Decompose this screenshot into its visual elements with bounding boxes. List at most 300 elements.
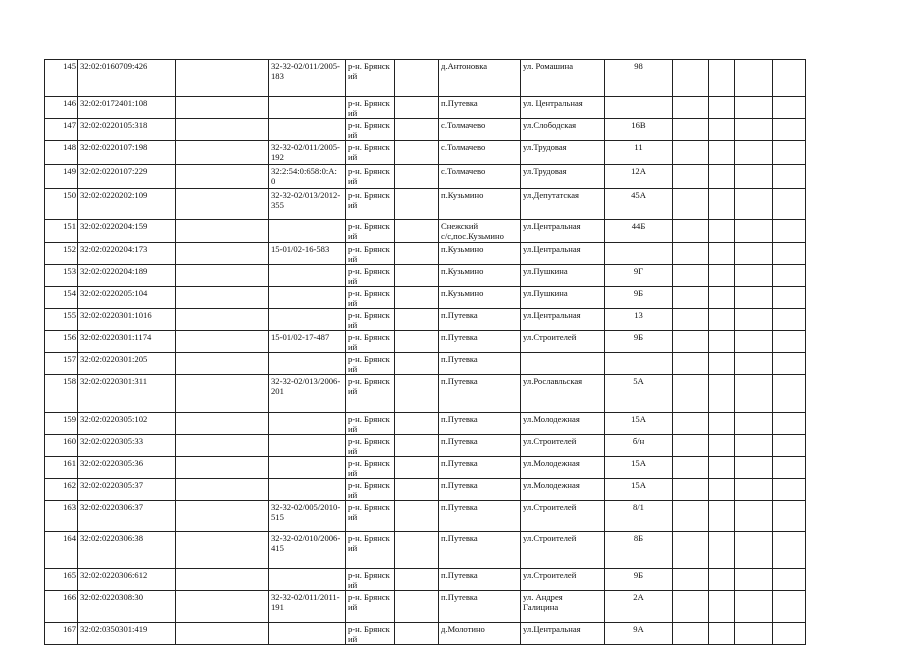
empty-cell <box>773 220 806 243</box>
empty-cell <box>176 60 269 97</box>
house-number: 16В <box>605 119 673 141</box>
house-number: 45А <box>605 189 673 220</box>
empty-cell <box>176 265 269 287</box>
row-number: 154 <box>45 287 78 309</box>
cadastral-number: 32:02:0220204:159 <box>78 220 176 243</box>
empty-cell <box>395 353 439 375</box>
district-cell: р-н. Брянский <box>346 165 395 189</box>
registration-number: 32-32-02/010/2006- 415 <box>269 532 346 569</box>
row-number: 165 <box>45 569 78 591</box>
table-row <box>45 309 806 331</box>
row-number: 167 <box>45 623 78 645</box>
locality-cell: д.Молотино <box>439 623 521 645</box>
house-number <box>605 353 673 375</box>
registration-number: 32:2:54:0:658:0:А: 0 <box>269 165 346 189</box>
row-number: 161 <box>45 457 78 479</box>
cadastral-number: 32:02:0220306:38 <box>78 532 176 569</box>
empty-cell <box>176 165 269 189</box>
empty-cell <box>709 569 735 591</box>
empty-cell <box>709 375 735 413</box>
empty-cell <box>673 501 709 532</box>
district-cell: р-н. Брянский <box>346 309 395 331</box>
row-number: 156 <box>45 331 78 353</box>
empty-cell <box>395 623 439 645</box>
empty-cell <box>709 60 735 97</box>
empty-cell <box>176 435 269 457</box>
house-number: 5А <box>605 375 673 413</box>
empty-cell <box>773 413 806 435</box>
district-cell: р-н. Брянский <box>346 60 395 97</box>
registration-number: 32-32-02/005/2010- 515 <box>269 501 346 532</box>
registration-number <box>269 569 346 591</box>
empty-cell <box>673 309 709 331</box>
house-number: 11 <box>605 141 673 165</box>
district-cell: р-н. Брянский <box>346 97 395 119</box>
empty-cell <box>773 501 806 532</box>
empty-cell <box>395 501 439 532</box>
row-number: 152 <box>45 243 78 265</box>
empty-cell <box>176 569 269 591</box>
empty-cell <box>735 569 773 591</box>
empty-cell <box>735 165 773 189</box>
cadastral-number: 32:02:0160709:426 <box>78 60 176 97</box>
house-number: 13 <box>605 309 673 331</box>
cadastral-number: 32:02:0220301:1174 <box>78 331 176 353</box>
table-row <box>45 220 806 243</box>
table-row <box>45 287 806 309</box>
street-cell: ул.Трудовая <box>521 141 605 165</box>
row-number: 155 <box>45 309 78 331</box>
district-cell: р-н. Брянский <box>346 265 395 287</box>
empty-cell <box>673 97 709 119</box>
street-cell: ул.Строителей <box>521 331 605 353</box>
locality-cell: п.Путевка <box>439 435 521 457</box>
house-number: 9Г <box>605 265 673 287</box>
table-row <box>45 141 806 165</box>
house-number: б/н <box>605 435 673 457</box>
row-number: 149 <box>45 165 78 189</box>
empty-cell <box>673 243 709 265</box>
empty-cell <box>773 569 806 591</box>
empty-cell <box>395 243 439 265</box>
empty-cell <box>735 479 773 501</box>
street-cell: ул.Молодежная <box>521 479 605 501</box>
street-cell: ул. Андрея Галицина <box>521 591 605 623</box>
cadastral-number: 32:02:0220305:102 <box>78 413 176 435</box>
row-number: 159 <box>45 413 78 435</box>
district-cell: р-н. Брянский <box>346 287 395 309</box>
street-cell: ул.Строителей <box>521 501 605 532</box>
empty-cell <box>709 479 735 501</box>
empty-cell <box>673 591 709 623</box>
cadastral-number: 32:02:0220301:1016 <box>78 309 176 331</box>
empty-cell <box>773 331 806 353</box>
empty-cell <box>735 141 773 165</box>
empty-cell <box>176 243 269 265</box>
table-row <box>45 353 806 375</box>
locality-cell: п.Путевка <box>439 375 521 413</box>
registration-number <box>269 309 346 331</box>
row-number: 164 <box>45 532 78 569</box>
locality-cell: п.Путевка <box>439 331 521 353</box>
locality-cell: п.Кузьмино <box>439 189 521 220</box>
registration-number <box>269 287 346 309</box>
empty-cell <box>709 591 735 623</box>
empty-cell <box>673 331 709 353</box>
locality-cell: с.Толмачево <box>439 141 521 165</box>
empty-cell <box>395 435 439 457</box>
house-number <box>605 243 673 265</box>
empty-cell <box>709 435 735 457</box>
empty-cell <box>673 141 709 165</box>
cadastral-number: 32:02:0172401:108 <box>78 97 176 119</box>
empty-cell <box>395 220 439 243</box>
empty-cell <box>395 479 439 501</box>
empty-cell <box>176 353 269 375</box>
empty-cell <box>735 413 773 435</box>
house-number: 8/1 <box>605 501 673 532</box>
district-cell: р-н. Брянский <box>346 569 395 591</box>
house-number <box>605 97 673 119</box>
empty-cell <box>773 591 806 623</box>
registration-number <box>269 413 346 435</box>
empty-cell <box>735 353 773 375</box>
empty-cell <box>735 309 773 331</box>
empty-cell <box>709 119 735 141</box>
cadastral-number: 32:02:0220306:37 <box>78 501 176 532</box>
house-number: 15А <box>605 479 673 501</box>
empty-cell <box>673 435 709 457</box>
empty-cell <box>735 532 773 569</box>
empty-cell <box>673 189 709 220</box>
table-row <box>45 532 806 569</box>
locality-cell: п.Путевка <box>439 413 521 435</box>
cadastral-number: 32:02:0220305:36 <box>78 457 176 479</box>
empty-cell <box>735 375 773 413</box>
street-cell: ул.Строителей <box>521 435 605 457</box>
cadastral-number: 32:02:0220107:229 <box>78 165 176 189</box>
registration-number <box>269 119 346 141</box>
registration-number: 32-32-02/011/2005- 183 <box>269 60 346 97</box>
empty-cell <box>709 287 735 309</box>
empty-cell <box>673 479 709 501</box>
registration-number: 15-01/02-17-487 <box>269 331 346 353</box>
row-number: 145 <box>45 60 78 97</box>
locality-cell: д.Антоновка <box>439 60 521 97</box>
locality-cell: п.Путевка <box>439 353 521 375</box>
locality-cell: п.Путевка <box>439 97 521 119</box>
locality-cell: п.Кузьмино <box>439 265 521 287</box>
street-cell: ул.Депутатская <box>521 189 605 220</box>
empty-cell <box>735 265 773 287</box>
street-cell: ул.Молодежная <box>521 457 605 479</box>
house-number: 9Б <box>605 569 673 591</box>
locality-cell: п.Путевка <box>439 591 521 623</box>
empty-cell <box>395 141 439 165</box>
registration-number: 32-32-02/011/2005- 192 <box>269 141 346 165</box>
table-row <box>45 501 806 532</box>
registration-number <box>269 353 346 375</box>
district-cell: р-н. Брянский <box>346 353 395 375</box>
empty-cell <box>709 165 735 189</box>
empty-cell <box>773 119 806 141</box>
row-number: 146 <box>45 97 78 119</box>
district-cell: р-н. Брянский <box>346 413 395 435</box>
locality-cell: п.Кузьмино <box>439 243 521 265</box>
row-number: 158 <box>45 375 78 413</box>
empty-cell <box>176 309 269 331</box>
registration-number: 32-32-02/013/2006- 201 <box>269 375 346 413</box>
empty-cell <box>773 479 806 501</box>
empty-cell <box>709 97 735 119</box>
empty-cell <box>773 623 806 645</box>
empty-cell <box>735 119 773 141</box>
table-row <box>45 457 806 479</box>
cadastral-number: 32:02:0220305:37 <box>78 479 176 501</box>
locality-cell: п.Путевка <box>439 501 521 532</box>
empty-cell <box>395 165 439 189</box>
empty-cell <box>735 243 773 265</box>
empty-cell <box>773 97 806 119</box>
empty-cell <box>773 189 806 220</box>
empty-cell <box>773 435 806 457</box>
locality-cell: с.Толмачево <box>439 119 521 141</box>
house-number: 98 <box>605 60 673 97</box>
cadastral-number: 32:02:0220306:612 <box>78 569 176 591</box>
empty-cell <box>709 243 735 265</box>
empty-cell <box>773 309 806 331</box>
cadastral-number: 32:02:0220105:318 <box>78 119 176 141</box>
empty-cell <box>176 623 269 645</box>
street-cell: ул. Центральная <box>521 97 605 119</box>
cadastral-number: 32:02:0220204:189 <box>78 265 176 287</box>
cadastral-number: 32:02:0220205:104 <box>78 287 176 309</box>
house-number: 9А <box>605 623 673 645</box>
street-cell: ул.Центральная <box>521 309 605 331</box>
registration-number <box>269 97 346 119</box>
row-number: 162 <box>45 479 78 501</box>
empty-cell <box>773 287 806 309</box>
empty-cell <box>709 501 735 532</box>
house-number: 15А <box>605 457 673 479</box>
locality-cell: п.Путевка <box>439 309 521 331</box>
empty-cell <box>773 243 806 265</box>
house-number: 12А <box>605 165 673 189</box>
district-cell: р-н. Брянский <box>346 119 395 141</box>
empty-cell <box>709 623 735 645</box>
empty-cell <box>395 265 439 287</box>
empty-cell <box>395 119 439 141</box>
empty-cell <box>395 413 439 435</box>
street-cell: ул.Молодежная <box>521 413 605 435</box>
street-cell: ул.Рославльская <box>521 375 605 413</box>
empty-cell <box>176 532 269 569</box>
street-cell: ул.Трудовая <box>521 165 605 189</box>
district-cell: р-н. Брянский <box>346 189 395 220</box>
empty-cell <box>673 569 709 591</box>
district-cell: р-н. Брянский <box>346 243 395 265</box>
empty-cell <box>735 457 773 479</box>
empty-cell <box>673 353 709 375</box>
locality-cell: п.Путевка <box>439 569 521 591</box>
empty-cell <box>176 501 269 532</box>
row-number: 148 <box>45 141 78 165</box>
row-number: 151 <box>45 220 78 243</box>
street-cell: ул. Ромашина <box>521 60 605 97</box>
empty-cell <box>735 591 773 623</box>
table-row <box>45 165 806 189</box>
empty-cell <box>176 331 269 353</box>
empty-cell <box>709 331 735 353</box>
registration-number <box>269 435 346 457</box>
registration-number <box>269 265 346 287</box>
locality-cell: Снежский с/с,пос.Кузьмино <box>439 220 521 243</box>
house-number: 15А <box>605 413 673 435</box>
registration-number <box>269 623 346 645</box>
empty-cell <box>673 287 709 309</box>
street-cell: ул.Строителей <box>521 569 605 591</box>
table-row <box>45 591 806 623</box>
empty-cell <box>395 189 439 220</box>
empty-cell <box>395 375 439 413</box>
empty-cell <box>709 532 735 569</box>
table-row <box>45 331 806 353</box>
empty-cell <box>176 97 269 119</box>
empty-cell <box>176 220 269 243</box>
locality-cell: п.Путевка <box>439 532 521 569</box>
street-cell: ул.Центральная <box>521 220 605 243</box>
locality-cell: п.Путевка <box>439 457 521 479</box>
empty-cell <box>395 331 439 353</box>
district-cell: р-н. Брянский <box>346 435 395 457</box>
table-row <box>45 375 806 413</box>
row-number: 150 <box>45 189 78 220</box>
district-cell: р-н. Брянский <box>346 623 395 645</box>
district-cell: р-н. Брянский <box>346 532 395 569</box>
empty-cell <box>709 413 735 435</box>
empty-cell <box>735 220 773 243</box>
street-cell: ул.Слободская <box>521 119 605 141</box>
row-number: 160 <box>45 435 78 457</box>
empty-cell <box>395 532 439 569</box>
empty-cell <box>673 220 709 243</box>
empty-cell <box>709 309 735 331</box>
table-row <box>45 479 806 501</box>
empty-cell <box>735 60 773 97</box>
row-number: 153 <box>45 265 78 287</box>
cadastral-number: 32:02:0350301:419 <box>78 623 176 645</box>
row-number: 157 <box>45 353 78 375</box>
empty-cell <box>735 435 773 457</box>
empty-cell <box>673 60 709 97</box>
empty-cell <box>673 165 709 189</box>
cadastral-number: 32:02:0220301:205 <box>78 353 176 375</box>
district-cell: р-н. Брянский <box>346 375 395 413</box>
empty-cell <box>176 141 269 165</box>
empty-cell <box>773 165 806 189</box>
empty-cell <box>709 141 735 165</box>
empty-cell <box>673 623 709 645</box>
empty-cell <box>735 189 773 220</box>
empty-cell <box>176 479 269 501</box>
empty-cell <box>673 532 709 569</box>
registration-number <box>269 479 346 501</box>
empty-cell <box>673 457 709 479</box>
table-row <box>45 435 806 457</box>
empty-cell <box>176 413 269 435</box>
registration-number: 32-32-02/011/2011- 191 <box>269 591 346 623</box>
empty-cell <box>176 287 269 309</box>
row-number: 166 <box>45 591 78 623</box>
empty-cell <box>773 375 806 413</box>
empty-cell <box>735 287 773 309</box>
empty-cell <box>773 532 806 569</box>
table-row <box>45 623 806 645</box>
empty-cell <box>395 457 439 479</box>
registration-number: 15-01/02-16-583 <box>269 243 346 265</box>
locality-cell: с.Толмачево <box>439 165 521 189</box>
house-number: 9Б <box>605 331 673 353</box>
street-cell: ул.Пушкина <box>521 287 605 309</box>
empty-cell <box>773 457 806 479</box>
street-cell <box>521 353 605 375</box>
empty-cell <box>709 457 735 479</box>
locality-cell: п.Путевка <box>439 479 521 501</box>
empty-cell <box>395 309 439 331</box>
district-cell: р-н. Брянский <box>346 591 395 623</box>
district-cell: р-н. Брянский <box>346 331 395 353</box>
empty-cell <box>735 97 773 119</box>
table-row <box>45 119 806 141</box>
house-number: 8Б <box>605 532 673 569</box>
empty-cell <box>673 413 709 435</box>
empty-cell <box>395 591 439 623</box>
table-row <box>45 60 806 97</box>
cadastral-number: 32:02:0220301:311 <box>78 375 176 413</box>
district-cell: р-н. Брянский <box>346 220 395 243</box>
street-cell: ул.Пушкина <box>521 265 605 287</box>
empty-cell <box>735 623 773 645</box>
cadastral-number: 32:02:0220308:30 <box>78 591 176 623</box>
street-cell: ул.Центральная <box>521 623 605 645</box>
house-number: 2А <box>605 591 673 623</box>
table-row <box>45 189 806 220</box>
empty-cell <box>395 97 439 119</box>
empty-cell <box>673 265 709 287</box>
registration-number: 32-32-02/013/2012- 355 <box>269 189 346 220</box>
house-number: 44Б <box>605 220 673 243</box>
street-cell: ул.Центральная <box>521 243 605 265</box>
registration-number <box>269 220 346 243</box>
registration-number <box>269 457 346 479</box>
empty-cell <box>176 591 269 623</box>
row-number: 163 <box>45 501 78 532</box>
empty-cell <box>773 265 806 287</box>
cadastral-number: 32:02:0220202:109 <box>78 189 176 220</box>
empty-cell <box>709 265 735 287</box>
empty-cell <box>176 375 269 413</box>
empty-cell <box>709 189 735 220</box>
cadastral-number: 32:02:0220204:173 <box>78 243 176 265</box>
empty-cell <box>176 119 269 141</box>
empty-cell <box>395 60 439 97</box>
empty-cell <box>395 287 439 309</box>
locality-cell: п.Кузьмино <box>439 287 521 309</box>
empty-cell <box>709 353 735 375</box>
district-cell: р-н. Брянский <box>346 501 395 532</box>
empty-cell <box>395 569 439 591</box>
cadastral-number: 32:02:0220107:198 <box>78 141 176 165</box>
